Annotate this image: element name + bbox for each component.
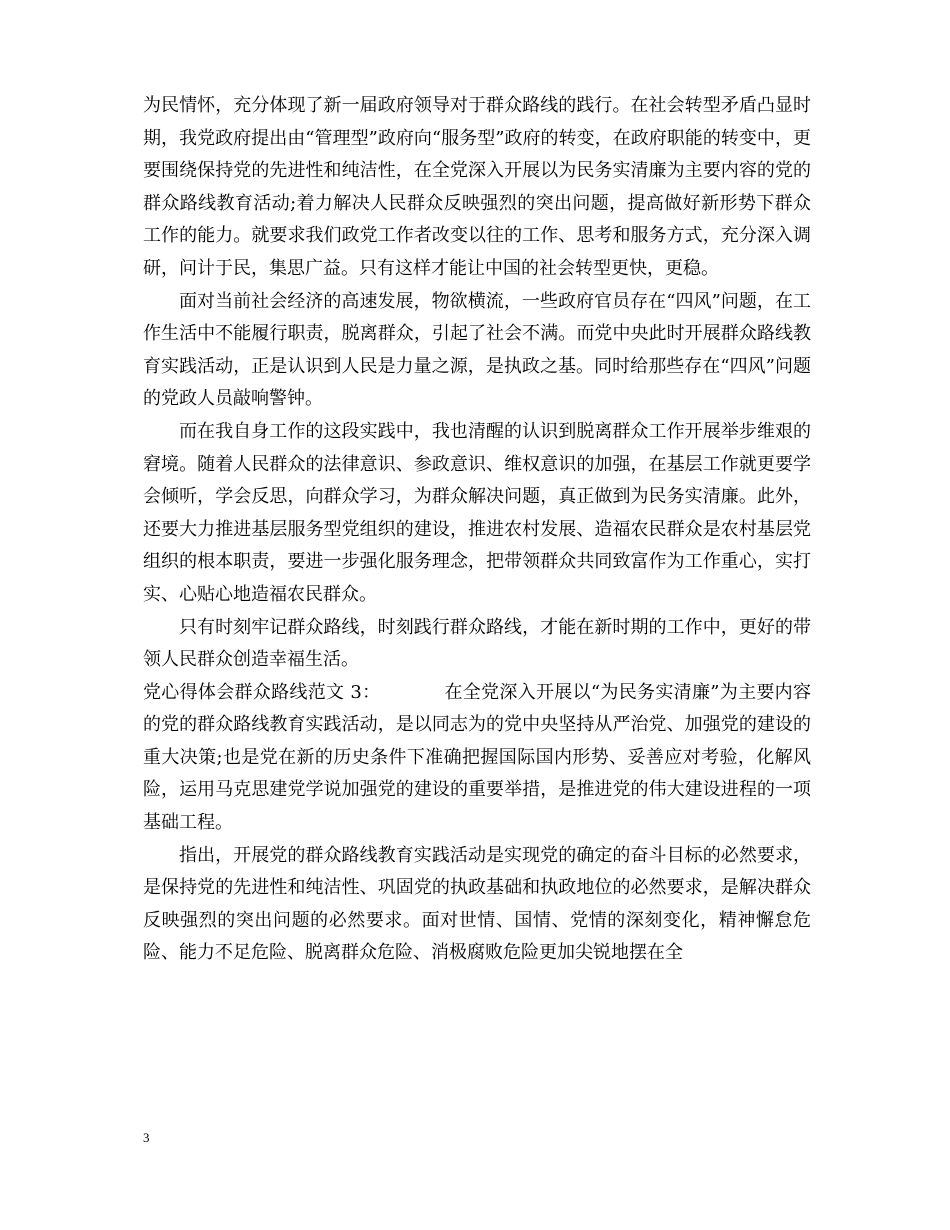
paragraph-4: 只有时刻牢记群众路线，时刻践行群众路线，才能在新时期的工作中，更好的带领人民群众创造幸福生活。 (143, 616, 811, 671)
document-body (143, 90, 811, 970)
paragraph-3: 而在我自身工作的这段实践中，我也清醒的认识到脱离群众工作开展举步维艰的窘境。随着人民群众的法律意识、参政意识、维权意识的加强，在基层工作就更要学会倾听，学会反思，向群众学习，为群众解决问题，真正做到为民务实清廉。此外，还要大力推进基层服务型党组织的建设，推进农村发展、造福农民群众是农村基层党组织的根本职责，要进一步强化服务理念，把带领群众共同致富作为工作重心，实打实、心贴心地造福农民群众。 (143, 420, 811, 605)
closing-paragraph: 指出，开展党的群众路线教育实践活动是实现党的确定的奋斗目标的必然要求，是保持党的先进性和纯洁性、巩固党的执政基础和执政地位的必然要求，是解决群众反映强烈的突出问题的必然要求。面对世情、国情、党情的深刻变化，精神懈怠危险、能力不足危险、脱离群众危险、消极腐败危险更加尖锐地摆在全 (143, 844, 811, 964)
paragraph-2: 面对当前社会经济的高速发展，物欲横流，一些政府官员存在“四风”问题，在工作生活中不能履行职责，脱离群众，引起了社会不满。而党中央此时开展群众路线教育实践活动，正是认识到人民是力量之源，是执政之基。同时给那些存在“四风”问题的党政人员敲响警钟。 (143, 290, 811, 410)
section-heading: 党心得体会群众路线范文 3： (143, 681, 381, 703)
section-text: 在全党深入开展以“为民务实清廉”为主要内容的党的群众路线教育实践活动，是以同志为的党中央坚持从严治党、加强党的建设的重大决策;也是党在新的历史条件下准确把握国际国内形势、妥善应对考验，化解风险，运用马克思建党学说加强党的建设的重要举措，是推进党的伟大建设进程的一项基础工程。 (143, 681, 811, 834)
section-paragraph (143, 677, 811, 840)
page-number: 3 (143, 1130, 150, 1145)
paragraph-1: 为民情怀，充分体现了新一届政府领导对于群众路线的践行。在社会转型矛盾凸显时期，我党政府提出由“管理型”政府向“服务型”政府的转变，在政府职能的转变中，更要围绕保持党的先进性和纯洁性，在全党深入开展以为民务实清廉为主要内容的党的群众路线教育活动;着力解决人民群众反映强烈的突出问题，提高做好新形势下群众工作的能力。就要求我们政党工作者改变以往的工作、思考和服务方式，充分深入调研，问计于民，集思广益。只有这样才能让中国的社会转型更快，更稳。 (143, 95, 811, 279)
